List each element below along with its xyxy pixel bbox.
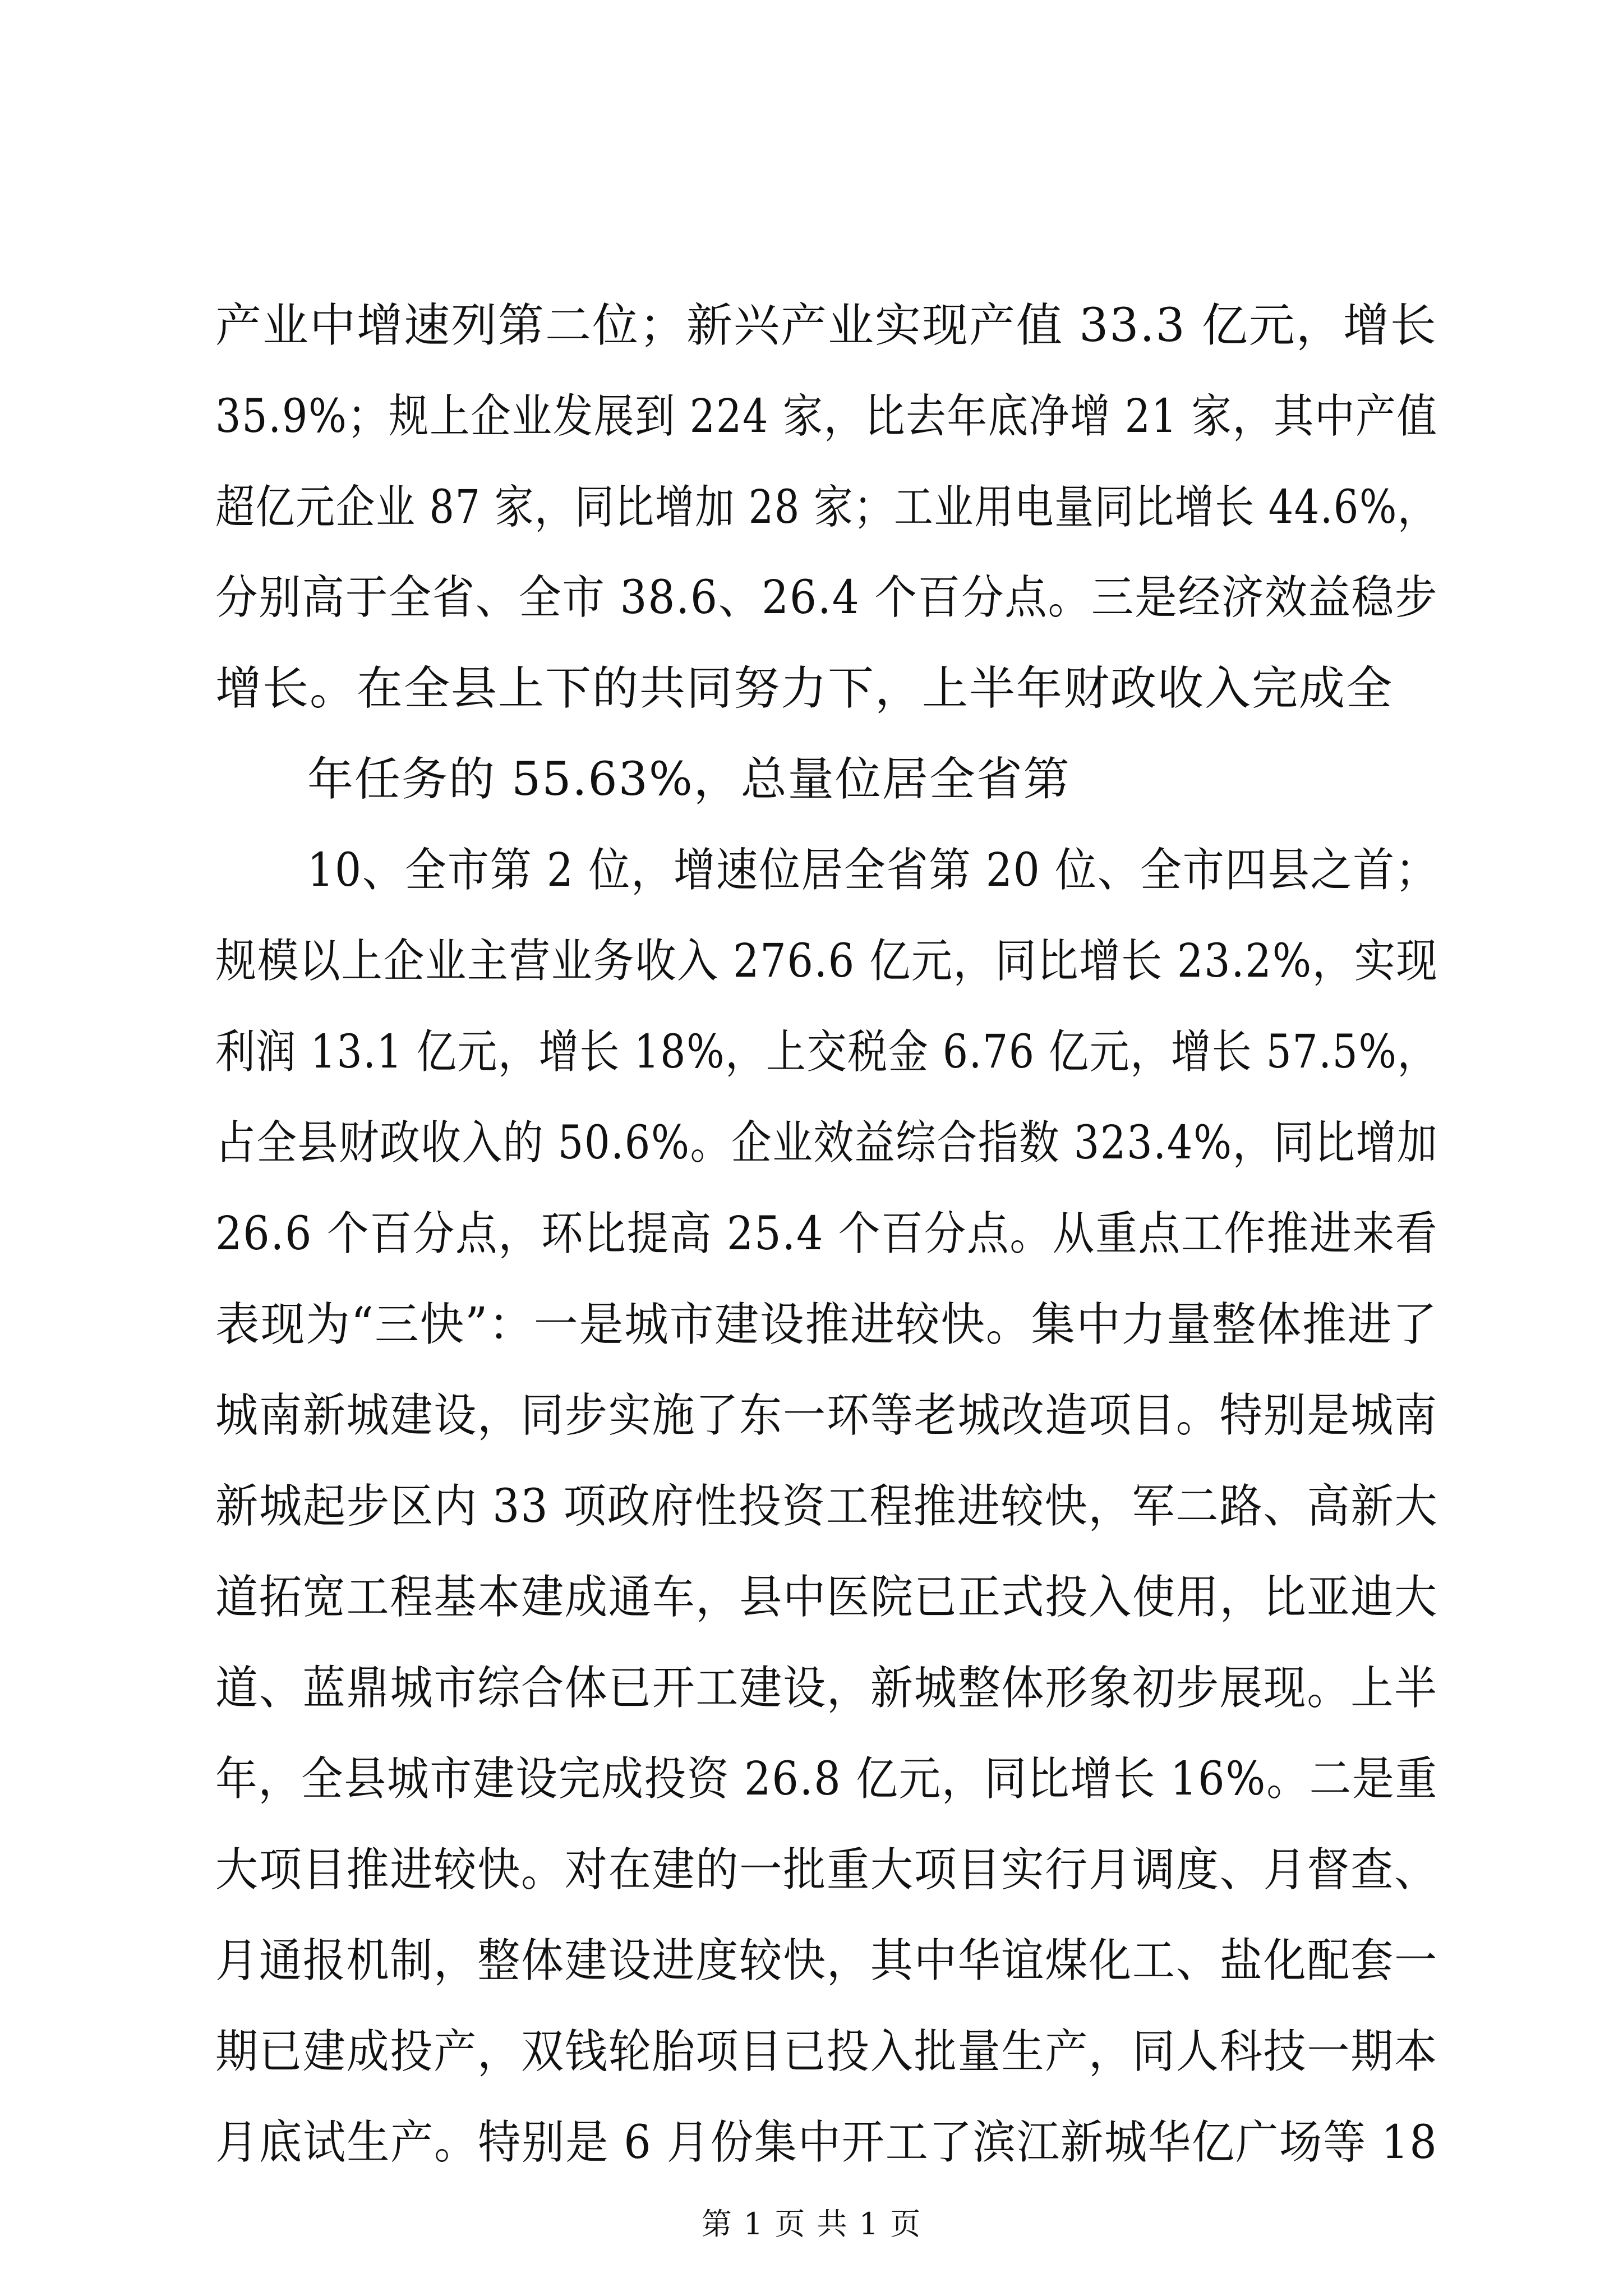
text-line: 超亿元企业 87 家，同比增加 28 家；工业用电量同比增长 44.6%， <box>215 481 1438 534</box>
text-line: 新城起步区内 33 项政府性投资工程推进较快，军二路、高新大 <box>215 1480 1438 1533</box>
text-line: 利润 13.1 亿元，增长 18%，上交税金 6.76 亿元，增长 57.5%， <box>215 1025 1438 1079</box>
text-line: 道、蓝鼎城市综合体已开工建设，新城整体形象初步展现。上半 <box>215 1662 1438 1715</box>
text-line: 10、全市第 2 位，增速位居全省第 20 位、全市四县之首； <box>307 844 1438 897</box>
text-line: 26.6 个百分点，环比提高 25.4 个百分点。从重点工作推进来看 <box>215 1207 1438 1260</box>
page-footer: 第 1 页 共 1 页 <box>701 2206 922 2242</box>
text-line: 表现为“三快”：一是城市建设推进较快。集中力量整体推进了 <box>215 1298 1438 1351</box>
text-line: 增长。在全县上下的共同努力下，上半年财政收入完成全 <box>215 662 1394 715</box>
text-line: 35.9%；规上企业发展到 224 家，比去年底净增 21 家，其中产值 <box>215 390 1438 443</box>
text-line: 年任务的 55.63%，总量位居全省第 <box>307 753 1071 806</box>
text-line: 规模以上企业主营业务收入 276.6 亿元，同比增长 23.2%，实现 <box>215 935 1438 988</box>
text-line: 占全县财政收入的 50.6%。企业效益综合指数 323.4%，同比增加 <box>215 1116 1438 1170</box>
text-line: 道拓宽工程基本建成通车，县中医院已正式投入使用，比亚迪大 <box>215 1571 1438 1624</box>
text-line: 期已建成投产，双钱轮胎项目已投入批量生产，同人科技一期本 <box>215 2025 1438 2078</box>
text-line: 大项目推进较快。对在建的一批重大项目实行月调度、月督查、 <box>215 1843 1438 1897</box>
text-line: 月底试生产。特别是 6 月份集中开工了滨江新城华亿广场等 18 <box>215 2116 1438 2169</box>
text-line: 产业中增速列第二位；新兴产业实现产值 33.3 亿元，增长 <box>215 299 1437 352</box>
text-line: 月通报机制，整体建设进度较快，其中华谊煤化工、盐化配套一 <box>215 1934 1438 1987</box>
text-line: 分别高于全省、全市 38.6、26.4 个百分点。三是经济效益稳步 <box>215 571 1438 624</box>
text-line: 城南新城建设，同步实施了东一环等老城改造项目。特别是城南 <box>215 1389 1438 1442</box>
text-line: 年，全县城市建设完成投资 26.8 亿元，同比增长 16%。二是重 <box>215 1752 1438 1806</box>
